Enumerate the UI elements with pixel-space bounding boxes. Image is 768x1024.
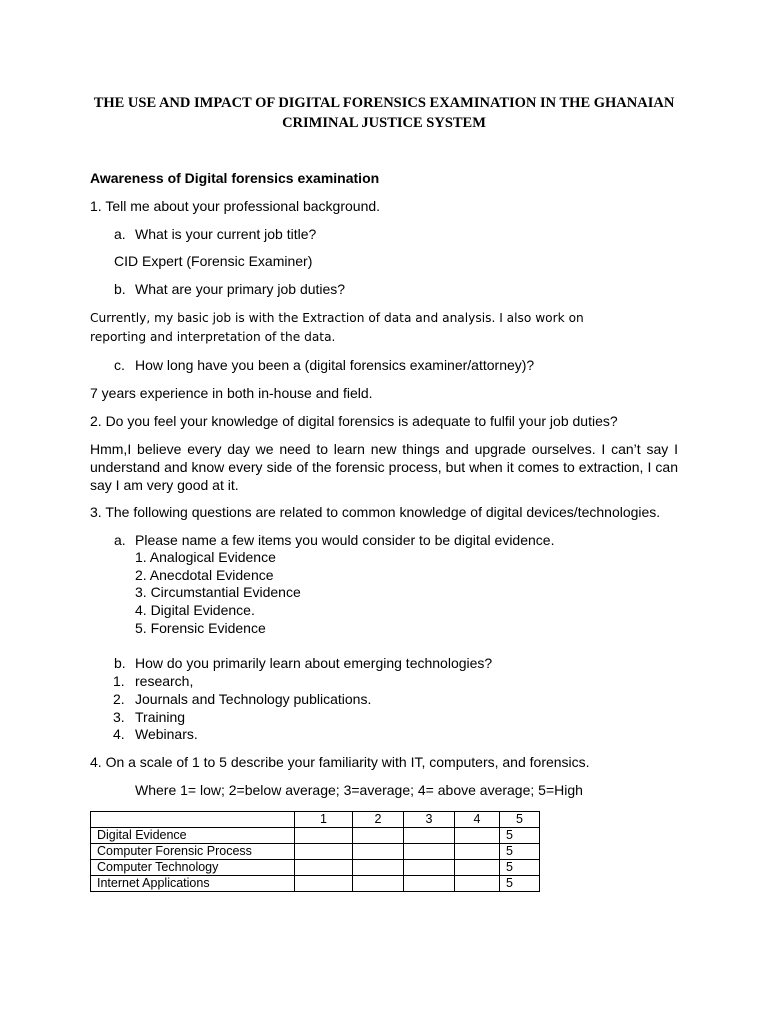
list-item-number: 4. [113, 726, 125, 742]
table-header-cell: 5 [500, 812, 540, 828]
table-cell [295, 828, 353, 844]
answer-1c: 7 years experience in both in-house and field. [90, 385, 373, 401]
table-cell: 5 [500, 860, 540, 876]
document-title: THE USE AND IMPACT OF DIGITAL FORENSICS EXAMINATION IN THE GHANAIAN CRIMINAL JUSTICE SYSTEM [93, 95, 675, 131]
list-item-number: 3. [113, 709, 125, 725]
list-item: 2. Anecdotal Evidence [135, 567, 274, 583]
question-3: 3. The following questions are related to common knowledge of digital devices/technologies. [90, 504, 661, 520]
list-item: 5. Forensic Evidence [135, 620, 266, 636]
answer-1b: Currently, my basic job is with the Extraction of data and analysis. I also work on reporting and interpretation of the data. [90, 311, 584, 344]
table-cell [404, 876, 455, 892]
question-1b-marker: b. [114, 281, 126, 297]
table-cell: Computer Forensic Process [91, 844, 295, 860]
table-cell [404, 860, 455, 876]
table-cell [353, 860, 404, 876]
question-4: 4. On a scale of 1 to 5 describe your familiarity with IT, computers, and forensics. [90, 754, 590, 770]
familiarity-table [90, 811, 540, 892]
table-header-cell: 1 [295, 812, 353, 828]
list-item-number: 1. [113, 673, 125, 689]
table-cell: 5 [500, 876, 540, 892]
table-cell [295, 876, 353, 892]
list-item: Webinars. [135, 726, 198, 742]
question-3b: How do you primarily learn about emerging technologies? [135, 655, 493, 671]
table-header-cell [91, 812, 295, 828]
table-cell [295, 844, 353, 860]
section-heading: Awareness of Digital forensics examination [90, 170, 380, 186]
table-cell: Computer Technology [91, 860, 295, 876]
table-cell [455, 844, 500, 860]
answer-1a: CID Expert (Forensic Examiner) [114, 253, 313, 269]
table-row [91, 860, 540, 876]
list-item: 4. Digital Evidence. [135, 602, 255, 618]
question-1: 1. Tell me about your professional background. [90, 198, 381, 214]
list-item: Journals and Technology publications. [135, 691, 372, 707]
table-cell: Internet Applications [91, 876, 295, 892]
table-cell [455, 828, 500, 844]
scale-note: Where 1= low; 2=below average; 3=average; 4= above average; 5=High [135, 782, 583, 798]
table-cell [295, 860, 353, 876]
question-3b-marker: b. [114, 655, 126, 671]
list-item: research, [135, 673, 194, 689]
table-row [91, 844, 540, 860]
table-cell [353, 876, 404, 892]
table-cell: Digital Evidence [91, 828, 295, 844]
table-header-cell: 2 [353, 812, 404, 828]
list-item: 3. Circumstantial Evidence [135, 584, 301, 600]
answer-2: Hmm,I believe every day we need to learn new things and upgrade ourselves. I can’t say I understand and know every side of the forensic process, but when it comes to extraction, I can say I am very good at it. [90, 441, 678, 493]
table-header-cell: 3 [404, 812, 455, 828]
table-cell [353, 828, 404, 844]
table-cell: 5 [500, 844, 540, 860]
question-3a-marker: a. [114, 532, 126, 548]
question-2: 2. Do you feel your knowledge of digital forensics is adequate to fulfil your job duties? [90, 413, 618, 429]
question-1c-marker: c. [114, 357, 125, 373]
question-1b: What are your primary job duties? [135, 281, 346, 297]
table-cell [455, 876, 500, 892]
table-header-row [91, 812, 540, 828]
question-1a: What is your current job title? [135, 226, 317, 242]
list-item-number: 2. [113, 691, 125, 707]
table-cell [455, 860, 500, 876]
question-1a-marker: a. [114, 226, 126, 242]
list-item: 1. Analogical Evidence [135, 549, 276, 565]
table-cell [404, 844, 455, 860]
table-cell: 5 [500, 828, 540, 844]
table-cell [404, 828, 455, 844]
table-row [91, 828, 540, 844]
list-item: Training [135, 709, 186, 725]
question-3a: Please name a few items you would consider to be digital evidence. [135, 532, 555, 548]
table-cell [353, 844, 404, 860]
table-row [91, 876, 540, 892]
table-header-cell: 4 [455, 812, 500, 828]
question-1c: How long have you been a (digital forensics examiner/attorney)? [135, 357, 535, 373]
